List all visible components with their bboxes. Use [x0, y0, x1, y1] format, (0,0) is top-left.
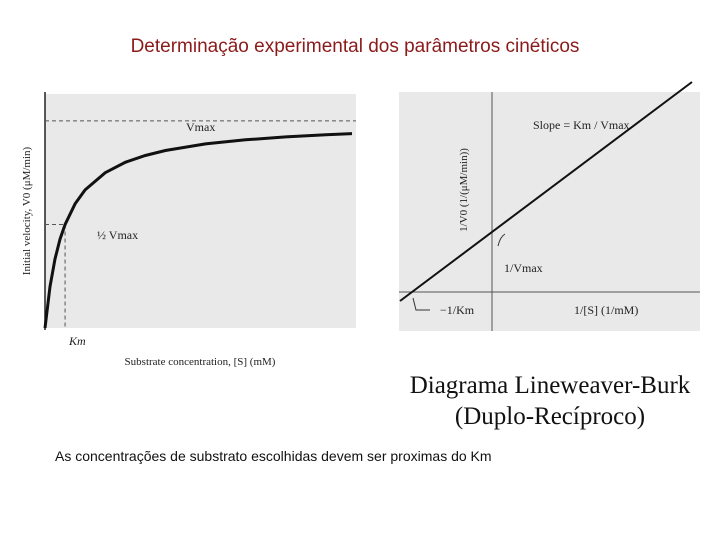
caption: [380, 370, 720, 432]
mm-vmax-label: Vmax: [186, 120, 216, 134]
lineweaver-burk-plot: [399, 82, 700, 331]
mm-km-label: Km: [69, 334, 86, 348]
lb-x-axis-label: 1/[S] (1/mM): [574, 303, 639, 317]
mm-x-axis-label: Substrate concentration, [S] (mM): [124, 356, 276, 368]
caption-line-2: (Duplo-Recíproco): [454, 403, 646, 430]
footnote: As concentrações de substrato escolhidas devem ser proximas do Km: [55, 448, 492, 464]
lb-slope-label: Slope = Km / Vmax: [533, 118, 630, 132]
mm-y-axis-label: Initial velocity, V0 (μM/min): [21, 146, 33, 276]
lb-y-intercept-label: 1/Vmax: [504, 261, 543, 275]
caption-line-1: Diagrama Lineweaver-Burk: [409, 372, 691, 399]
lb-y-axis-label: 1/V0 (1/(μM/min)): [458, 148, 470, 232]
mm-half-vmax-label: ½ Vmax: [97, 228, 139, 242]
michaelis-menten-plot: [21, 92, 356, 368]
lb-x-intercept-label: −1/Km: [440, 303, 475, 317]
slide-title: Determinação experimental dos parâmetros cinéticos: [130, 36, 580, 57]
